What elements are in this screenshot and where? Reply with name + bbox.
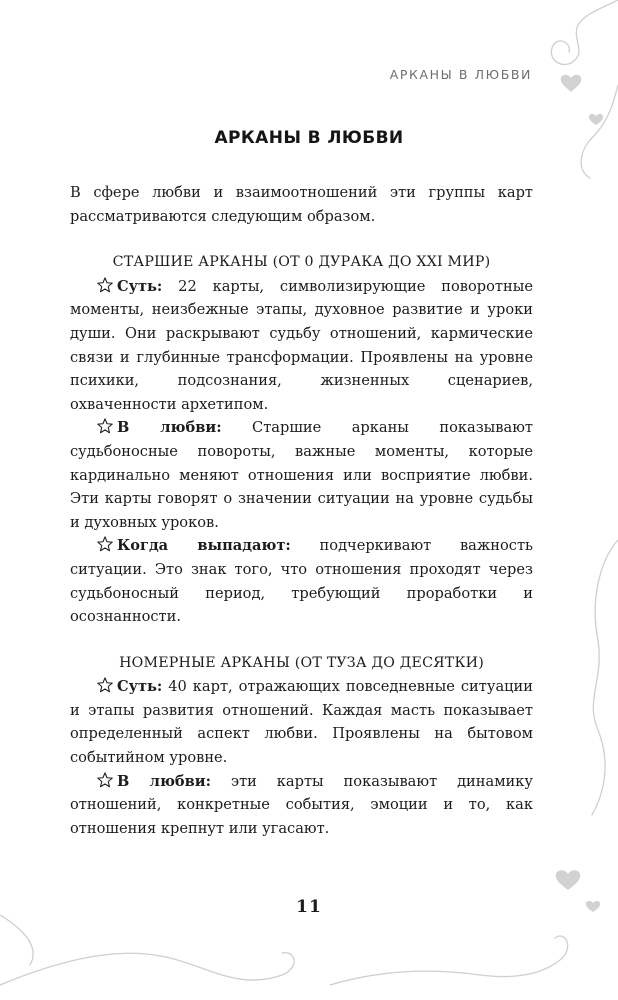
item-label: Суть: xyxy=(117,678,163,696)
section-heading-minor-arcana: НОМЕРНЫЕ АРКАНЫ (ОТ ТУЗА ДО ДЕСЯТКИ) xyxy=(119,654,484,671)
heart-icon xyxy=(561,75,582,92)
item-label: В любви: xyxy=(117,419,222,437)
star-outline-icon xyxy=(96,675,114,699)
swirl-bottom-left xyxy=(0,915,33,965)
list-item xyxy=(70,275,533,417)
swirl-bottom xyxy=(0,936,568,985)
item-label: Суть: xyxy=(117,277,163,295)
heart-icons xyxy=(556,75,603,912)
item-text: Старшие арканы показывают судьбоносные повороты, важные моменты, которые кардинально меняют отношения или восприятие любви. Эти карты говорят о значении ситуации на уровне судьбы и духовных уроков. xyxy=(70,419,533,531)
list-item xyxy=(70,770,533,841)
star-outline-icon xyxy=(96,275,114,299)
star-outline-icon xyxy=(96,770,114,794)
page-number: 11 xyxy=(296,897,322,917)
star-outline-icon xyxy=(96,534,114,558)
heart-icon xyxy=(556,870,581,890)
item-text: 40 карт, отражающих повседневные ситуации и этапы развития отношений. Каждая масть показывает определенный аспект любви. Проявлены на бытовом событийном уровне. xyxy=(70,678,533,767)
body-text xyxy=(70,181,533,840)
heart-icon xyxy=(589,114,603,125)
item-label: В любви: xyxy=(117,772,212,790)
list-item xyxy=(70,416,533,534)
list-item xyxy=(70,534,533,628)
section-heading-major-arcana: СТАРШИЕ АРКАНЫ (ОТ 0 ДУРАКА ДО XXI МИР) xyxy=(112,254,491,271)
item-text: 22 карты, символизирующие поворотные моменты, неизбежные этапы, духовное развитие и уроки души. Они раскрывают судьбу отношений, кармические связи и глубинные трансформации. Проявлены на уровне психики, подсознания, жизненных сценариев, охваченности архетипом. xyxy=(70,277,533,413)
list-item xyxy=(70,675,533,769)
item-text: подчеркивают важность ситуации. Это знак того, что отношения проходят через судьбоносный период, требующий проработки и осознанности. xyxy=(70,537,534,626)
item-label: Когда выпадают: xyxy=(117,537,291,555)
running-head: АРКАНЫ В ЛЮБВИ xyxy=(389,67,532,82)
page-title: АРКАНЫ В ЛЮБВИ xyxy=(214,128,404,148)
star-outline-icon xyxy=(96,416,114,440)
swirl-top-right xyxy=(551,0,618,64)
item-text: эти карты показывают динамику отношений, конкретные события, эмоции и то, как отношения крепнут или угасают. xyxy=(70,772,533,837)
swirl-right-lower xyxy=(592,540,618,815)
intro-paragraph: В сфере любви и взаимоотношений эти группы карт рассматриваются следующим образом. xyxy=(70,184,533,225)
